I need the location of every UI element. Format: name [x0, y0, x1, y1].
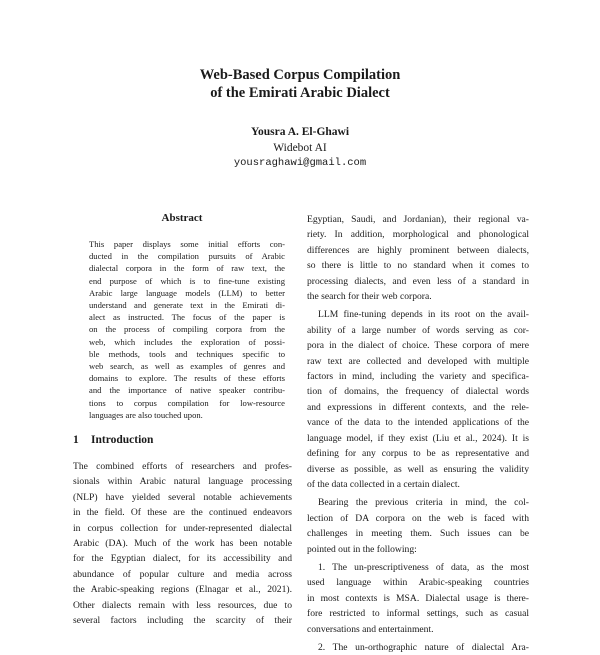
intro-line: in corpus collection for under-represented dialectal — [73, 522, 292, 534]
paragraph — [307, 307, 529, 492]
body-line: pointed out in the following: — [307, 543, 417, 555]
abstract-heading: Abstract — [161, 212, 203, 224]
body-line: conversations and entertainment. — [307, 623, 434, 635]
abstract-line: This paper displays some initial efforts con- — [89, 239, 285, 249]
author-affiliation: Widebot AI — [273, 141, 327, 154]
author-name: Yousra A. El-Ghawi — [250, 126, 350, 138]
title-line: of the Emirati Arabic Dialect — [210, 85, 390, 101]
abstract-line: tions to corpus compilation for low-resource — [89, 397, 285, 408]
body-line: Bearing the previous criteria in mind, the col- — [318, 497, 529, 509]
section-number: 1 — [73, 434, 79, 446]
body-line: ability of a large number of words serving as cor- — [307, 324, 529, 336]
intro-line: in the field. Of these are the continued endeavors — [73, 507, 292, 519]
body-line: differences are highly prominent between dialects, — [307, 244, 529, 256]
abstract-line: and the importance of native speaker contribu- — [89, 385, 285, 396]
body-line: so there is little to no standard when it comes to — [307, 260, 529, 272]
abstract-line: ducted in the compilation pursuits of Arabic — [89, 251, 285, 262]
body-line: language model, if they exist (Liu et al., 2024). It is — [307, 432, 529, 444]
body-line: raw text are collected and developed with multiple — [307, 355, 529, 367]
author-block — [0, 125, 600, 172]
abstract-line: domains to explore. The results of these efforts — [89, 373, 285, 384]
body-line: used language within Arabic-speaking countries — [307, 577, 529, 589]
right-column — [307, 212, 529, 655]
body-line: factors in mind, including the variety and specifica- — [307, 371, 529, 383]
abstract-line: ble methods, tools and techniques specific to — [89, 348, 285, 359]
author-email: yousraghawi@gmail.com — [233, 157, 367, 169]
intro-line: Arabic (DA). Much of the work has been notable — [73, 538, 292, 550]
section-title: Introduction — [91, 434, 154, 446]
body-line: pora in the dialect of choice. These corpora of mere — [307, 340, 529, 352]
section-heading-introduction — [73, 433, 153, 447]
body-line: 1. The un-prescriptiveness of data, as the most — [318, 561, 529, 573]
body-line: vance of the data to the intended applications of the — [307, 417, 529, 429]
body-line: processing dialects, and even less of a standard in — [307, 275, 529, 287]
body-line: LLM fine-tuning depends in its root on the avail- — [318, 309, 529, 321]
body-line: diverse as possible, as well as ensuring the validity — [307, 463, 529, 475]
paragraph — [307, 560, 529, 637]
abstract-body — [89, 238, 285, 421]
abstract-line: on the process of compiling corpora from the — [89, 324, 285, 335]
abstract-line: Arabic large language models (LLM) to better — [89, 287, 285, 298]
intro-line: (NLP) have yielded several notable achievements — [73, 491, 292, 503]
paragraph — [307, 495, 529, 557]
intro-line: for the Egyptian dialect, for its accessibility and — [73, 553, 292, 565]
intro-line: abundance of popular culture and media across — [73, 568, 292, 580]
body-line: defining for any corpus to be as representative and — [307, 448, 529, 460]
body-line: lection of DA corpora on the web is faced with — [307, 512, 529, 524]
intro-line: several factors including the scarcity of their — [73, 615, 292, 627]
paragraph — [307, 640, 529, 655]
intro-line: Other dialects remain with less resources, due to — [73, 599, 292, 611]
body-line: challenges in meeting them. Such issues can be — [307, 528, 529, 540]
body-line: the search for their web corpora. — [307, 291, 432, 303]
intro-line: sionals within Arabic natural language processing — [73, 476, 292, 488]
paragraph — [307, 212, 529, 304]
body-line: of the data collected in a certain dialect. — [307, 478, 460, 490]
body-line: 2. The un-orthographic nature of dialectal Ara- — [318, 641, 529, 653]
abstract-line: end purpose of which is to fine-tune existing — [89, 275, 285, 286]
body-line: riety. In addition, morphological and phonological — [307, 229, 529, 241]
abstract-line: understand and generate text in the Emirati di- — [89, 300, 285, 311]
intro-line: The combined efforts of researchers and profes- — [73, 461, 292, 472]
body-line: tion of domains, the frequency of dialectal words — [307, 386, 529, 398]
title-line: Web-Based Corpus Compilation — [199, 67, 401, 83]
body-line: Egyptian, Saudi, and Jordanian), their regional va- — [307, 214, 529, 225]
abstract-line: web, which includes the exploration of possi- — [89, 336, 285, 347]
abstract-line: languages are also touched upon. — [89, 409, 203, 420]
body-line: in most contexts is MSA. Dialectal usage is there- — [307, 592, 529, 604]
abstract-line: dialectal corpora in the form of raw text, the — [89, 263, 285, 274]
intro-line: the Arabic-speaking regions (Elnagar et al., 2021). — [73, 584, 292, 596]
introduction-body — [73, 459, 292, 628]
body-line: fore restricted to informal settings, such as casual — [307, 608, 529, 620]
body-line: and expressions in different contexts, and the rele- — [307, 401, 529, 413]
paper-title — [0, 66, 600, 102]
abstract-line: alect as instructed. The focus of the paper is — [89, 312, 285, 323]
abstract-line: web search, as well as examples of genres and — [89, 361, 285, 372]
